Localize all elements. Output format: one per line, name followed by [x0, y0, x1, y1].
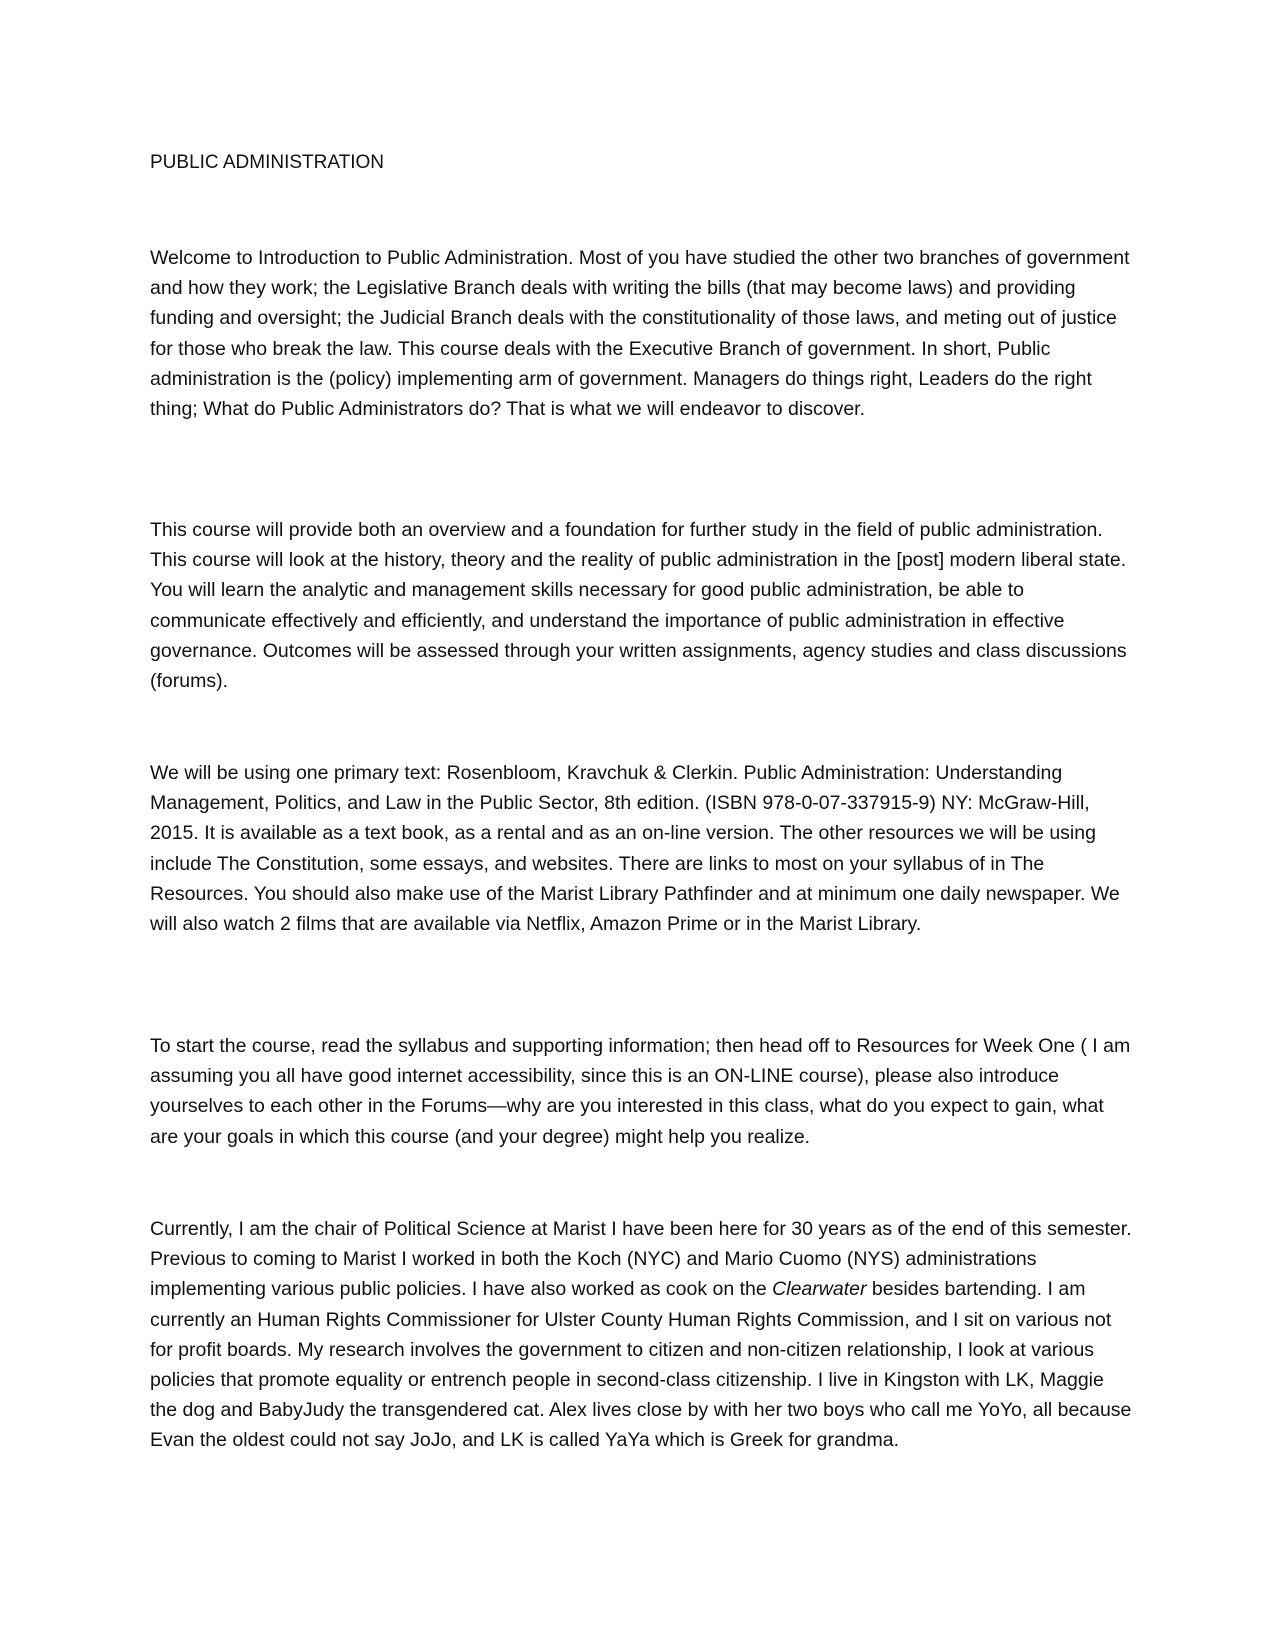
bio-ship-name: Clearwater — [772, 1278, 867, 1301]
paragraph-getting-started: To start the course, read the syllabus and supporting information; then head off to Resources for Week One ( I am assuming you all have good internet accessibility, since this is an ON-LINE course), please also introduce yourselves to each other in the Forums—why are you interested in this class, what do you expect to gain, what are your goals in which this course (and your degree) might help you realize. — [150, 1035, 1131, 1148]
bio-text-part-1: Currently, I am the chair of Political Science at Marist I have been here for 30 years as of the end of this semester. Previous to coming to Marist I worked in both the Koch (NYC) and Mario Cuomo (NYS) administrations implementing various public policies. I have also worked as cook on the — [150, 1218, 1132, 1301]
paragraph-instructor-bio — [150, 1214, 1135, 1456]
paragraph-textbook: We will be using one primary text: Rosenbloom, Kravchuk & Clerkin. Public Administration: Understanding Management, Politics, and Law in the Public Sector, 8th edition. (ISBN 978-0-07-337915-9) NY: McGraw-Hill, 2015. It is available as a text book, as a rental and as an on-line version. The other resources we will be using include The Constitution, some essays, and websites. There are links to most on your syllabus of in The Resources. You should also make use of the Marist Library Pathfinder and at minimum one daily newspaper. We will also watch 2 films that are available via Netflix, Amazon Prime or in the Marist Library. — [150, 762, 1120, 936]
paragraph-welcome: Welcome to Introduction to Public Administration. Most of you have studied the other two branches of government and how they work; the Legislative Branch deals with writing the bills (that may become laws) and providing funding and oversight; the Judicial Branch deals with the constitutionality of those laws, and meting out of justice for those who break the law. This course deals with the Executive Branch of government. In short, Public administration is the (policy) implementing arm of government. Managers do things right, Leaders do the right thing; What do Public Administrators do? That is what we will endeavor to discover. — [150, 247, 1130, 421]
document-title: PUBLIC ADMINISTRATION — [150, 152, 385, 173]
paragraph-course-overview: This course will provide both an overview and a foundation for further study in the field of public administration. This course will look at the history, theory and the reality of public administration in the [post] modern liberal state. You will learn the analytic and management skills necessary for good public administration, be able to communicate effectively and efficiently, and understand the importance of public administration in effective governance. Outcomes will be assessed through your written assignments, agency studies and class discussions (forums). — [150, 519, 1127, 693]
bio-text-part-2: besides bartending. I am currently an Human Rights Commissioner for Ulster County Human Rights Commission, and I sit on various not for profit boards. My research involves the government to citizen and non-citizen relationship, I look at various policies that promote equality or entrench people in second-class citizenship. I live in Kingston with LK, Maggie the dog and BabyJudy the transgendered cat. Alex lives close by with her two boys who call me YoYo, all because Evan the oldest could not say JoJo, and LK is called YaYa which is Greek for grandma. — [150, 1278, 1132, 1452]
